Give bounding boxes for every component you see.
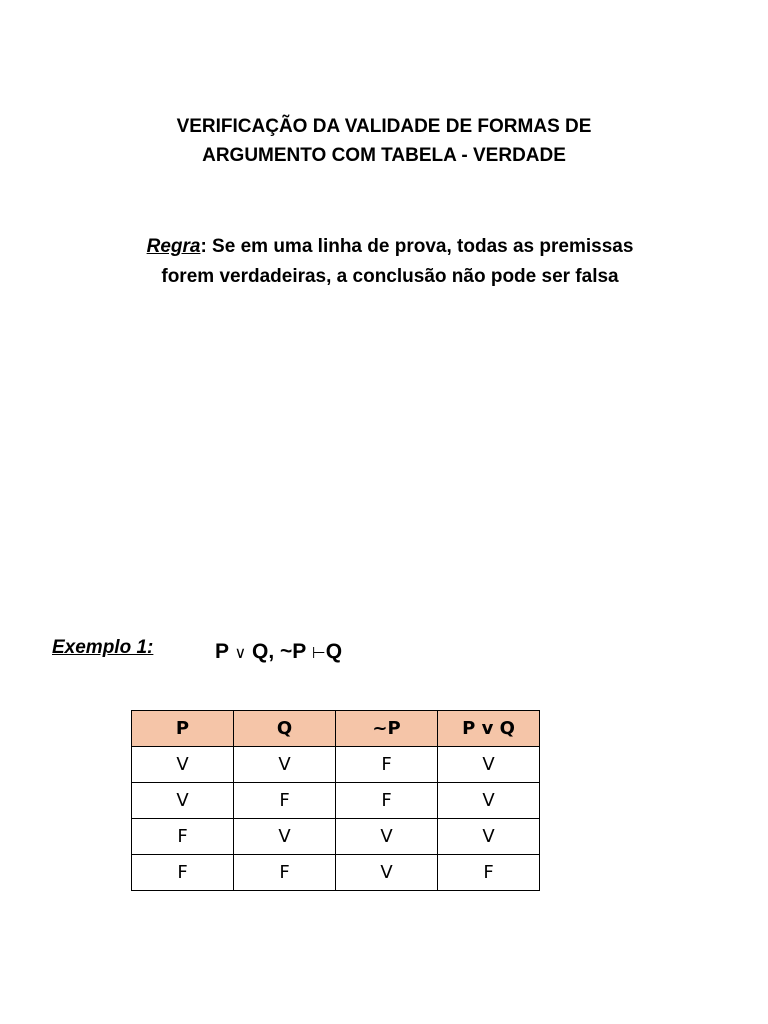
- rule-label: Regra: [146, 236, 201, 257]
- rule-line-2: forem verdadeiras, a conclusão não pode ser falsa: [161, 266, 619, 287]
- rule-text-1: : Se em uma linha de prova, todas as premissas: [200, 236, 634, 257]
- table-cell: V: [438, 783, 540, 819]
- table-cell: F: [234, 855, 336, 891]
- title-line-1: VERIFICAÇÃO DA VALIDADE DE FORMAS DE: [176, 116, 592, 137]
- formula-turnstile-symbol: ⊢: [311, 645, 326, 662]
- table-row: [132, 855, 540, 891]
- table-cell: V: [234, 819, 336, 855]
- page-title: [0, 112, 768, 170]
- formula-q: Q: [325, 640, 343, 663]
- table-cell: V: [336, 819, 438, 855]
- header-cell-q: Q: [234, 711, 336, 747]
- table-cell: V: [438, 747, 540, 783]
- table-cell: F: [336, 783, 438, 819]
- table-cell: V: [234, 747, 336, 783]
- table-cell: F: [132, 855, 234, 891]
- table-cell: V: [336, 855, 438, 891]
- formula-p: P: [215, 640, 235, 663]
- header-cell-not-p: ~P: [336, 711, 438, 747]
- table-cell: V: [132, 747, 234, 783]
- formula-rest: Q, ~P: [246, 640, 312, 663]
- table-cell: V: [438, 819, 540, 855]
- table-row: [132, 747, 540, 783]
- truth-table-header-row: [132, 711, 540, 747]
- table-cell: F: [438, 855, 540, 891]
- example-label: Exemplo 1:: [52, 637, 154, 658]
- table-row: [132, 819, 540, 855]
- rule-statement: [0, 232, 768, 292]
- truth-table: [131, 710, 540, 891]
- formula-or-symbol: ∨: [234, 645, 247, 662]
- table-cell: F: [234, 783, 336, 819]
- example-formula: [215, 638, 342, 668]
- header-cell-p: P: [132, 711, 234, 747]
- table-row: [132, 783, 540, 819]
- table-cell: V: [132, 783, 234, 819]
- table-cell: F: [336, 747, 438, 783]
- title-line-2: ARGUMENTO COM TABELA - VERDADE: [202, 145, 566, 166]
- table-cell: F: [132, 819, 234, 855]
- header-cell-p-or-q: P v Q: [438, 711, 540, 747]
- rule-line-1: [0, 232, 768, 262]
